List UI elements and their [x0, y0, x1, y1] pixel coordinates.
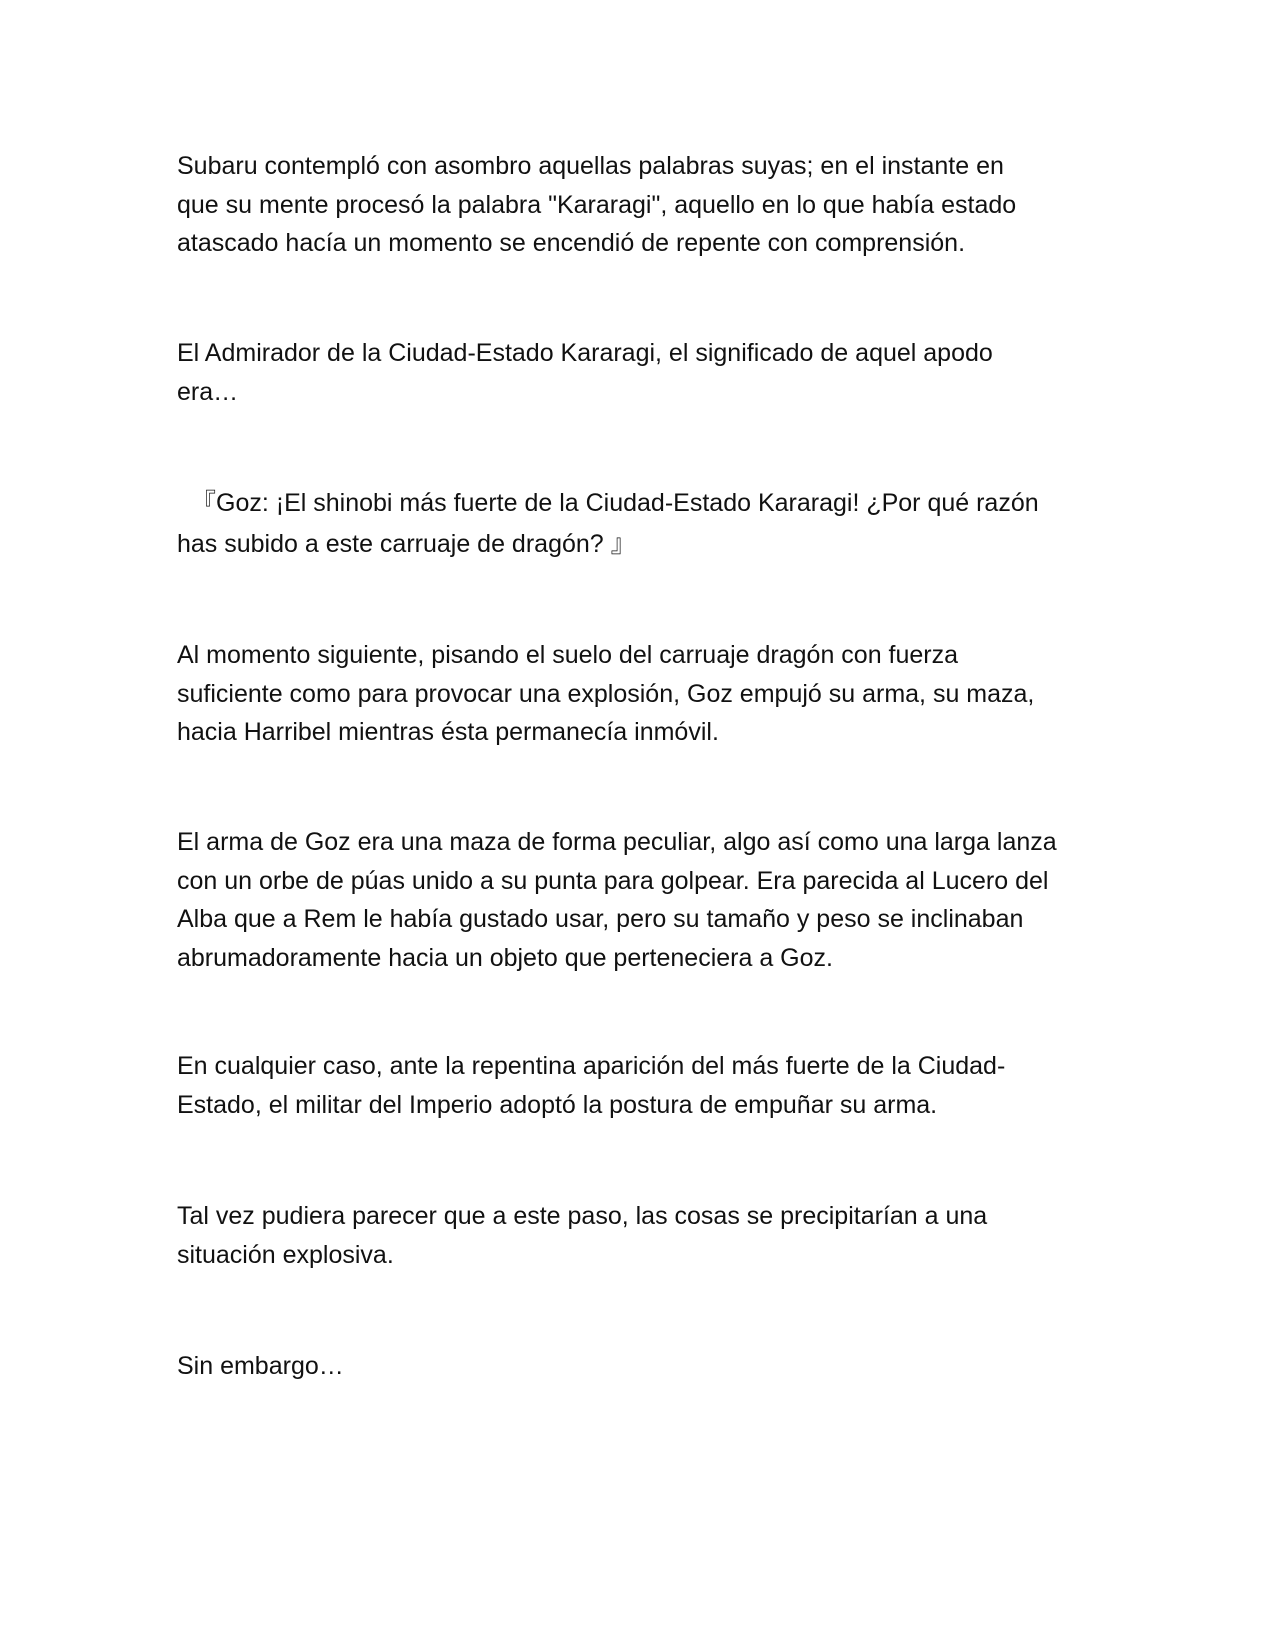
text-line: El arma de Goz era una maza de forma peculiar, algo así como una larga lanza	[177, 828, 1057, 856]
paragraph-goz-weapon	[177, 823, 1107, 977]
paragraph-goz-dialogue	[177, 484, 1107, 565]
text-line: que su mente procesó la palabra "Kararagi", aquello en lo que había estado	[177, 190, 1017, 219]
text-line: El Admirador de la Ciudad-Estado Kararagi, el significado de aquel apodo	[177, 339, 993, 367]
text-line: Tal vez pudiera parecer que a este paso, las cosas se precipitarían a una	[177, 1202, 988, 1230]
text-line: Sin embargo…	[177, 1352, 344, 1380]
text-line: abrumadoramente hacia un objeto que perteneciera a Goz.	[177, 943, 833, 972]
paragraph-admirador-nickname	[177, 334, 1107, 411]
text-line: situación explosiva.	[177, 1240, 394, 1269]
paragraph-explosive-situation	[177, 1197, 1107, 1274]
text-line: En cualquier caso, ante la repentina aparición del más fuerte de la Ciudad-	[177, 1052, 1006, 1080]
text-line: era…	[177, 377, 239, 406]
text-line: Al momento siguiente, pisando el suelo del carruaje dragón con fuerza	[177, 641, 959, 669]
paragraph-subaru-realization	[177, 147, 1107, 263]
text-line: atascado hacía un momento se encendió de repente con comprensión.	[177, 229, 966, 257]
paragraph-goz-attack	[177, 636, 1107, 752]
text-line: Alba que a Rem le había gustado usar, pero su tamaño y peso se inclinaban	[177, 905, 1024, 933]
text-line: suficiente como para provocar una explosión, Goz empujó su arma, su maza,	[177, 679, 1035, 708]
text-line: Subaru contempló con asombro aquellas palabras suyas; en el instante en	[177, 152, 1004, 180]
text-line: 『Goz: ¡El shinobi más fuerte de la Ciudad-Estado Kararagi! ¿Por qué razón	[191, 489, 1039, 517]
paragraph-sin-embargo	[177, 1347, 1107, 1386]
text-line: con un orbe de púas unido a su punta para golpear. Era parecida al Lucero del	[177, 866, 1049, 895]
text-line: has subido a este carruaje de dragón? 』	[177, 529, 636, 558]
text-line: Estado, el militar del Imperio adoptó la postura de empuñar su arma.	[177, 1090, 938, 1119]
paragraph-imperial-stance	[177, 1047, 1107, 1124]
text-line: hacia Harribel mientras ésta permanecía inmóvil.	[177, 718, 719, 746]
